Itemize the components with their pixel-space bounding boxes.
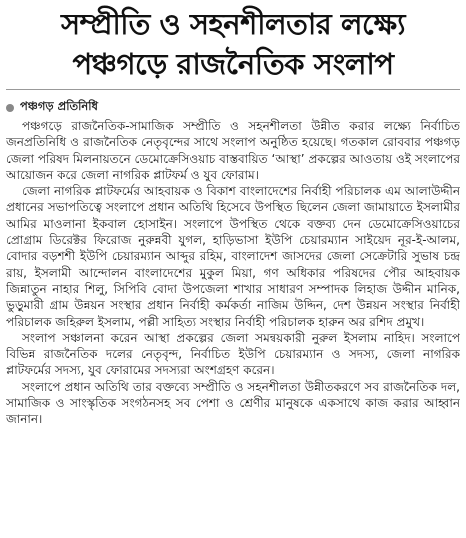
divider (6, 89, 460, 90)
headline-line-2: পঞ্চগড়ে রাজনৈতিক সংলাপ (72, 47, 394, 81)
paragraph-4: সংলাপে প্রধান অতিথি তার বক্তব্যে সম্প্রীতি ও সহনশীলতা উন্নীতকরণে সব রাজনৈতিক দল, সামাজিক ও সাংস্কৃতিক সংগঠনসহ সব পেশা ও শ্রেণীর মানুষকে একসাথে কাজ করার আহ্বান জানান। (6, 379, 460, 427)
paragraph-2: জেলা নাগরিক প্লাটফর্মের আহবায়ক ও বিকাশ বাংলাদেশের নির্বাহী পরিচালক এম আলাউদ্দীন প্রধানের সভাপতিত্বে সংলাপে প্রধান অতিথি হিসেবে উপস্থিত ছিলেন জেলা জামায়াতে ইসলামীর আমির মাওলানা ইকবাল হোসাইন। সংলাপে উপস্থিত থেকে বক্তব্য দেন ডেমোক্রেসিওয়াচের প্রোগ্রাম ডিরেক্টর ফিরোজ নুরুন্নবী যুগল, হাড়িভাসা ইউপি চেয়ারম্যান সাইয়েদ নূর-ই-আলম, বোদার বড়শশী ইউপি চেয়ারম্যান আব্দুর রহিম, বাংলাদেশ জাসদের জেলা সেক্রেটারি সুভাষ চন্দ্র রায়, ইসলামী আন্দোলন বাংলাদেশের মুকুল মিয়া, গণ অধিকার পরিষদের পৌর আহবায়ক জিন্নাতুন নাহার শিলু, সিপিবি বোদা উপজেলা শাখার সাধারণ সম্পাদক লিহাজ উদ্দীন মানিক, ভুড়ুমারী গ্রাম উন্নয়ন সংস্থার প্রধান নির্বাহী কর্মকর্তা নাজিম উদ্দিন, দেশ উন্নয়ন সংস্থার নির্বাহী পরিচালক জহিরুল ইসলাম, পল্লী সাহিত্য সংস্থার নির্বাহী পরিচালক হারুন অর রশিদ প্রমুখ। (6, 184, 460, 329)
paragraph-3: সংলাপ সঞ্চালনা করেন আস্থা প্রকল্পের জেলা সমন্বয়কারী নুরুল ইসলাম নাহিদ। সংলাপে বিভিন্ন রাজনৈতিক দলের নেতৃবৃন্দ, নির্বাচিত ইউপি চেয়ারম্যান ও সদস্য, জেলা নাগরিক প্লাটফর্মের সদস্য, যুব ফোরামের সদস্যরা অংশগ্রহণ করেন। (6, 330, 460, 378)
byline-text: পঞ্চগড় প্রতিনিধি (20, 99, 98, 113)
headline-line-1: সম্প্রীতি ও সহনশীলতার লক্ষ্যে (60, 7, 406, 41)
paragraph-1: পঞ্চগড়ে রাজনৈতিক-সামাজিক সম্প্রীতি ও সহনশীলতা উন্নীত করার লক্ষ্যে নির্বাচিত জনপ্রতিনিধি ও রাজনৈতিক নেতৃবৃন্দের সাথে সংলাপ অনুষ্ঠিত হয়েছে। গতকাল রোববার পঞ্চগড় জেলা পরিষদ মিলনায়তনে ডেমোক্রেসিওয়াচ বাস্তবায়িত ‘আস্থা’ প্রকল্পের আওতায় ওই সংলাপের আয়োজন করে জেলা নাগরিক প্লাটফর্ম ও যুব ফোরাম। (6, 119, 460, 182)
bullet-icon (6, 104, 14, 112)
byline (6, 98, 98, 117)
headline (0, 0, 466, 84)
article-body (6, 118, 460, 534)
